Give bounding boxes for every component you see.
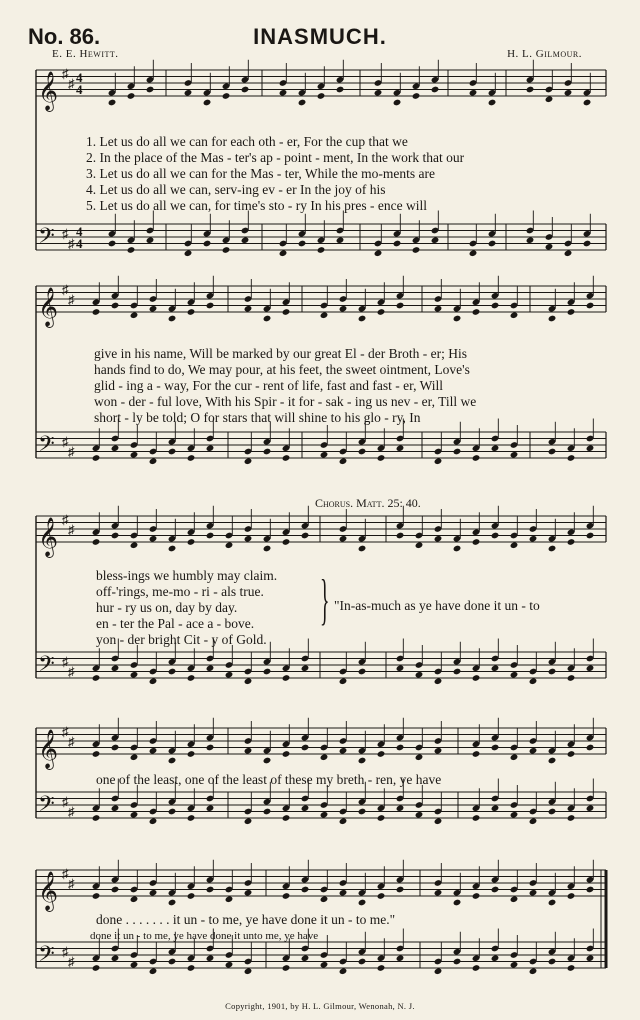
note-head [244, 457, 253, 465]
note-head [548, 958, 557, 966]
note-head [374, 249, 383, 257]
note-head [567, 674, 576, 682]
note-head [548, 899, 557, 907]
note-head [396, 444, 405, 452]
note-head [301, 886, 310, 894]
note-head [92, 454, 101, 462]
note-head [127, 246, 136, 254]
note-head [187, 964, 196, 972]
verse-4-line-3: en - ter the Pal - ace a - bove. [96, 616, 255, 631]
note-head [339, 535, 348, 543]
note-head [472, 814, 481, 822]
note-head [168, 315, 177, 323]
note-head [434, 535, 443, 543]
note-head [491, 532, 500, 540]
sharp-icon: ♯ [62, 282, 69, 297]
note-head [241, 236, 250, 244]
note-head [92, 892, 101, 900]
note-head [548, 808, 557, 816]
note-head [472, 892, 481, 900]
note-head [586, 532, 595, 540]
note-head [222, 246, 231, 254]
note-head [358, 958, 367, 966]
note-head [146, 86, 155, 94]
note-head [149, 817, 158, 825]
note-head [184, 89, 193, 97]
note-head [130, 895, 139, 903]
note-head [412, 92, 421, 100]
note-head [168, 808, 177, 816]
note-head [301, 532, 310, 540]
note-head [108, 99, 117, 107]
note-head [168, 545, 177, 553]
note-head [187, 538, 196, 546]
note-head [491, 302, 500, 310]
note-head [510, 451, 519, 459]
verse-4-line-1: 4. Let us do all we can, serv-ing ev - er In the joy of his [86, 182, 386, 197]
note-head [92, 750, 101, 758]
bass-clef-icon: 𝄢 [38, 942, 55, 972]
note-head [203, 240, 212, 248]
note-head [583, 240, 592, 248]
note-head [298, 99, 307, 107]
author-credit: E. E. Hewitt. [52, 48, 119, 60]
verse-5-line-3: yon - der bright Cit - y of Gold. [96, 632, 267, 647]
note-head [586, 664, 595, 672]
sharp-icon: ♯ [62, 66, 69, 81]
treble-clef-icon: 𝄞 [38, 71, 59, 111]
sharp-icon: ♯ [62, 866, 69, 881]
note-head [130, 311, 139, 319]
note-head [453, 668, 462, 676]
note-head [548, 448, 557, 456]
note-head [434, 817, 443, 825]
treble-clef-icon: 𝄞 [38, 729, 59, 769]
note-head [469, 249, 478, 257]
note-head [396, 532, 405, 540]
note-head [396, 744, 405, 752]
note-head [472, 454, 481, 462]
note-head [92, 538, 101, 546]
note-head [282, 454, 291, 462]
chorus-line-2: one of the least, one of the least of these my breth - ren, ye have [96, 772, 442, 787]
note-head [320, 811, 329, 819]
note-head [529, 817, 538, 825]
note-head [472, 674, 481, 682]
note-head [529, 747, 538, 755]
chorus-line-1: "In-as-much as ye have done it un - to [334, 598, 540, 613]
note-head [529, 535, 538, 543]
note-head [187, 892, 196, 900]
note-head [282, 892, 291, 900]
bass-clef-icon: 𝄢 [38, 432, 55, 462]
note-head [111, 444, 120, 452]
note-head [127, 92, 136, 100]
verse-5-line-1: 5. Let us do all we can, for time's sto - ry In his pres - ence will [86, 198, 427, 213]
note-head [358, 448, 367, 456]
note-head [545, 243, 554, 251]
note-head [529, 967, 538, 975]
note-head [472, 750, 481, 758]
note-head [396, 664, 405, 672]
note-head [317, 246, 326, 254]
note-head [241, 86, 250, 94]
note-head [320, 961, 329, 969]
copyright-footer: Copyright, 1901, by H. L. Gilmour, Wenonah, N. J. [225, 1001, 415, 1011]
note-head [510, 811, 519, 819]
sharp-icon: ♯ [62, 944, 69, 959]
verse-4-line-2: won - der - ful love, With his Spir - it for - sak - ing us nev - er, Till we [94, 394, 477, 409]
sharp-icon: ♯ [62, 434, 69, 449]
note-head [586, 302, 595, 310]
sharp-icon: ♯ [68, 734, 75, 749]
note-head [184, 249, 193, 257]
note-head [222, 92, 231, 100]
sharp-icon: ♯ [68, 522, 75, 537]
bass-clef-icon: 𝄢 [38, 652, 55, 682]
note-head [279, 89, 288, 97]
note-head [339, 457, 348, 465]
verse-2-line-1: 2. In the place of the Mas - ter's ap - point - ment, In the work that our [86, 150, 465, 165]
note-head [320, 311, 329, 319]
time-signature: 4 [76, 82, 83, 97]
bass-clef-icon: 𝄢 [38, 792, 55, 822]
note-head [412, 246, 421, 254]
note-head [130, 541, 139, 549]
note-head [472, 538, 481, 546]
note-head [567, 750, 576, 758]
note-head [149, 535, 158, 543]
note-head [336, 236, 345, 244]
note-head [548, 668, 557, 676]
note-head [396, 804, 405, 812]
note-head [282, 964, 291, 972]
note-head [111, 664, 120, 672]
time-signature: 4 [76, 224, 83, 239]
sharp-icon: ♯ [62, 794, 69, 809]
note-head [244, 305, 253, 313]
note-head [586, 954, 595, 962]
verse-5-line-2: short - ly be told; O for stars that will shine to his glo - ry, In [94, 410, 421, 425]
verse-3-line-2: glid - ing a - way, For the cur - rent of life, fast and fast - er, Will [94, 378, 444, 393]
note-head [564, 89, 573, 97]
note-head [491, 444, 500, 452]
note-head [510, 541, 519, 549]
note-head [146, 236, 155, 244]
note-head [320, 451, 329, 459]
note-head [453, 899, 462, 907]
note-head [567, 308, 576, 316]
note-head [510, 961, 519, 969]
note-head [149, 747, 158, 755]
note-head [548, 315, 557, 323]
sharp-icon: ♯ [68, 292, 75, 307]
verse-2-line-3: off-'rings, me-mo - ri - als true. [96, 584, 264, 599]
note-head [358, 668, 367, 676]
note-head [244, 747, 253, 755]
note-head [225, 961, 234, 969]
note-head [564, 249, 573, 257]
note-head [491, 744, 500, 752]
note-head [244, 817, 253, 825]
hymn-number: No. 86. [28, 24, 101, 49]
note-head [168, 899, 177, 907]
verse-1-line-2: give in his name, Will be marked by our great El - der Broth - er; His [94, 346, 467, 361]
note-head [434, 677, 443, 685]
note-head [358, 899, 367, 907]
note-head [301, 804, 310, 812]
note-head [431, 86, 440, 94]
note-head [358, 757, 367, 765]
note-head [434, 889, 443, 897]
note-head [567, 964, 576, 972]
chorus-label: Chorus. Matt. 25: 40. [315, 496, 421, 510]
treble-clef-icon: 𝄞 [38, 871, 59, 911]
note-head [434, 457, 443, 465]
sharp-icon: ♯ [68, 804, 75, 819]
bass-echo-lyric: done it un - to me, ye have done it unto me, ye have [90, 930, 319, 942]
note-head [567, 814, 576, 822]
note-head [586, 886, 595, 894]
sharp-icon: ♯ [68, 954, 75, 969]
note-head [431, 236, 440, 244]
note-head [168, 958, 177, 966]
note-head [586, 444, 595, 452]
note-head [548, 545, 557, 553]
note-head [111, 302, 120, 310]
verse-3-line-1: 3. Let us do all we can for the Mas - ter, While the mo-ments are [86, 166, 435, 181]
note-head [548, 757, 557, 765]
note-head [187, 674, 196, 682]
note-head [415, 811, 424, 819]
note-head [187, 454, 196, 462]
note-head [377, 454, 386, 462]
note-head [469, 89, 478, 97]
note-head [149, 457, 158, 465]
note-head [225, 671, 234, 679]
note-head [301, 664, 310, 672]
note-head [339, 967, 348, 975]
sharp-icon: ♯ [62, 226, 69, 241]
note-head [377, 814, 386, 822]
note-head [510, 671, 519, 679]
note-head [526, 236, 535, 244]
note-head [187, 750, 196, 758]
note-head [263, 545, 272, 553]
time-signature: 4 [76, 236, 83, 251]
note-head [453, 448, 462, 456]
note-head [282, 750, 291, 758]
sharp-icon: ♯ [68, 444, 75, 459]
chorus-line-3: done . . . . . . . it un - to me, ye have done it un - to me." [96, 912, 396, 927]
note-head [491, 954, 500, 962]
note-head [453, 315, 462, 323]
verse-brace: } [320, 569, 330, 631]
note-head [377, 308, 386, 316]
note-head [491, 886, 500, 894]
note-head [206, 744, 215, 752]
note-head [396, 302, 405, 310]
note-head [203, 99, 212, 107]
note-head [453, 958, 462, 966]
time-signature: 4 [76, 70, 83, 85]
note-head [488, 240, 497, 248]
note-head [206, 804, 215, 812]
note-head [415, 753, 424, 761]
note-head [415, 541, 424, 549]
hymn-title: INASMUCH. [253, 24, 387, 49]
composer-credit: H. L. Gilmour. [507, 48, 582, 60]
note-head [529, 677, 538, 685]
note-head [282, 538, 291, 546]
note-head [586, 804, 595, 812]
note-head [130, 451, 139, 459]
note-head [149, 305, 158, 313]
note-head [526, 86, 535, 94]
note-head [567, 454, 576, 462]
note-head [92, 308, 101, 316]
note-head [453, 545, 462, 553]
note-head [187, 814, 196, 822]
note-head [488, 99, 497, 107]
note-head [358, 808, 367, 816]
note-head [92, 674, 101, 682]
note-head [279, 249, 288, 257]
note-head [206, 886, 215, 894]
sharp-icon: ♯ [62, 512, 69, 527]
note-head [583, 99, 592, 107]
note-head [567, 892, 576, 900]
note-head [301, 954, 310, 962]
note-head [263, 668, 272, 676]
note-head [529, 889, 538, 897]
sharp-icon: ♯ [68, 76, 75, 91]
note-head [225, 541, 234, 549]
note-head [111, 954, 120, 962]
note-head [149, 677, 158, 685]
note-head [510, 895, 519, 903]
note-head [168, 448, 177, 456]
note-head [263, 808, 272, 816]
note-head [206, 532, 215, 540]
note-head [111, 532, 120, 540]
note-head [92, 964, 101, 972]
note-head [225, 895, 234, 903]
note-head [545, 95, 554, 103]
note-head [130, 811, 139, 819]
note-head [434, 967, 443, 975]
note-head [320, 753, 329, 761]
verse-3-line-3: hur - ry us on, day by day. [96, 600, 238, 615]
note-head [206, 444, 215, 452]
note-head [510, 311, 519, 319]
note-head [168, 757, 177, 765]
treble-clef-icon: 𝄞 [38, 517, 59, 557]
note-head [339, 677, 348, 685]
note-head [339, 305, 348, 313]
note-head [187, 308, 196, 316]
note-head [393, 99, 402, 107]
note-head [263, 448, 272, 456]
note-head [434, 747, 443, 755]
note-head [374, 89, 383, 97]
note-head [111, 886, 120, 894]
note-head [282, 814, 291, 822]
note-head [108, 240, 117, 248]
note-head [339, 817, 348, 825]
sharp-icon: ♯ [62, 724, 69, 739]
bass-clef-icon: 𝄢 [38, 224, 55, 254]
note-head [111, 744, 120, 752]
note-head [336, 86, 345, 94]
note-head [320, 895, 329, 903]
note-head [472, 308, 481, 316]
note-head [111, 804, 120, 812]
note-head [92, 814, 101, 822]
note-head [130, 753, 139, 761]
sharp-icon: ♯ [68, 664, 75, 679]
note-head [244, 967, 253, 975]
note-head [244, 535, 253, 543]
sharp-icon: ♯ [68, 876, 75, 891]
note-head [263, 315, 272, 323]
note-head [396, 886, 405, 894]
note-head [244, 889, 253, 897]
note-head [149, 967, 158, 975]
verse-1-line-3: bless-ings we humbly may claim. [96, 568, 278, 583]
verse-2-line-2: hands find to do, We may pour, at his feet, the sweet ointment, Love's [94, 362, 470, 377]
note-head [130, 961, 139, 969]
note-head [206, 302, 215, 310]
note-head [393, 240, 402, 248]
note-head [396, 954, 405, 962]
note-head [491, 804, 500, 812]
note-head [244, 677, 253, 685]
note-head [339, 747, 348, 755]
note-head [377, 750, 386, 758]
note-head [263, 757, 272, 765]
note-head [301, 744, 310, 752]
note-head [434, 305, 443, 313]
note-head [358, 545, 367, 553]
verse-1-line-1: 1. Let us do all we can for each oth - er, For the cup that we [86, 134, 408, 149]
note-head [586, 744, 595, 752]
treble-clef-icon: 𝄞 [38, 287, 59, 327]
note-head [567, 538, 576, 546]
note-head [472, 964, 481, 972]
note-head [317, 92, 326, 100]
note-head [298, 240, 307, 248]
note-head [377, 964, 386, 972]
note-head [206, 664, 215, 672]
note-head [282, 308, 291, 316]
sharp-icon: ♯ [68, 236, 75, 251]
note-head [415, 671, 424, 679]
note-head [510, 753, 519, 761]
note-head [149, 889, 158, 897]
note-head [491, 664, 500, 672]
note-head [282, 674, 291, 682]
note-head [168, 668, 177, 676]
note-head [339, 889, 348, 897]
note-head [130, 671, 139, 679]
sharp-icon: ♯ [62, 654, 69, 669]
note-head [206, 954, 215, 962]
note-head [377, 892, 386, 900]
note-head [358, 315, 367, 323]
